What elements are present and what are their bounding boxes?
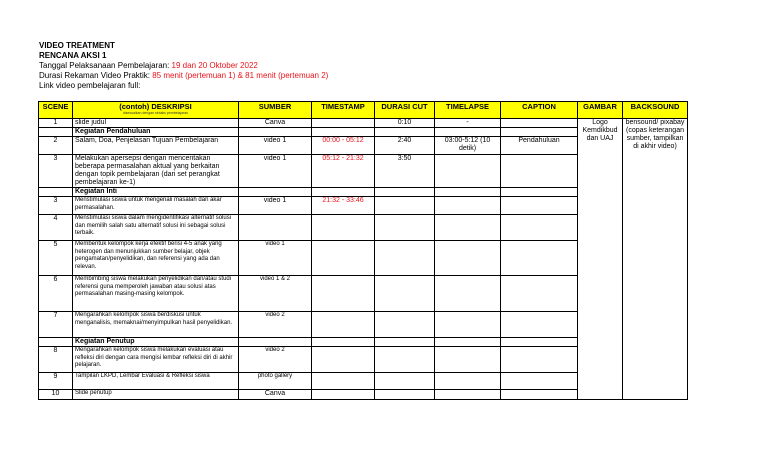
durasi-cell	[375, 197, 435, 215]
timelapse-cell: -	[435, 119, 501, 128]
timelapse-cell	[435, 215, 501, 241]
video-treatment-table	[38, 101, 688, 400]
durasi-cell	[375, 215, 435, 241]
scene-cell: 1	[39, 119, 73, 128]
durasi-cell	[375, 188, 435, 197]
timestamp-cell	[312, 119, 375, 128]
scene-cell: 3	[39, 197, 73, 215]
sumber-cell: video 1	[239, 137, 312, 155]
durasi-cell	[375, 390, 435, 400]
sumber-cell: video 1	[239, 241, 312, 276]
caption-cell	[501, 312, 578, 338]
timestamp-cell: 00:00 - 05:12	[312, 137, 375, 155]
scene-cell	[39, 128, 73, 137]
caption-cell	[501, 128, 578, 137]
scene-cell: 7	[39, 312, 73, 338]
scene-cell	[39, 338, 73, 347]
section-label: Kegiatan Penutup	[73, 338, 239, 347]
scene-cell: 4	[39, 215, 73, 241]
timelapse-cell	[435, 241, 501, 276]
scene-cell: 2	[39, 137, 73, 155]
table-row	[39, 119, 688, 128]
sumber-cell	[239, 128, 312, 137]
scene-cell: 3	[39, 155, 73, 188]
caption-cell	[501, 197, 578, 215]
timestamp-cell	[312, 188, 375, 197]
description-cell: Membimbing siswa melakukan penyelidikan dan/atau studi referensi guna memperoleh jawaban atau solusi atas permasalahan masing-masing kelompok.	[73, 276, 239, 312]
durasi-cell: 3:50	[375, 155, 435, 188]
col-backsound: BACKSOUND	[623, 102, 688, 119]
header-row	[39, 102, 688, 119]
durasi-cell	[375, 338, 435, 347]
timestamp-cell	[312, 128, 375, 137]
col-scene: SCENE	[39, 102, 73, 119]
sumber-cell	[239, 338, 312, 347]
description-cell: Mengarahkan kelompok siswa melakukan evaluasi atau refleksi diri dengan cara mengisi lembar refleksi diri di akhir pelajaran.	[73, 347, 239, 373]
timestamp-cell	[312, 241, 375, 276]
section-label: Kegiatan Inti	[73, 188, 239, 197]
caption-cell	[501, 347, 578, 373]
gambar-merged-cell: Logo Kemdikbud dan UAJ	[578, 119, 623, 400]
caption-cell: Pendahuluan	[501, 137, 578, 155]
timestamp-cell	[312, 373, 375, 390]
durasi-cell	[375, 128, 435, 137]
timestamp-cell	[312, 390, 375, 400]
durasi-cell	[375, 312, 435, 338]
durasi-cell: 2:40	[375, 137, 435, 155]
durasi-cell	[375, 276, 435, 312]
caption-cell	[501, 338, 578, 347]
deskripsi-note: disesuaikan dengan sintaks pembelajaran	[122, 111, 189, 115]
description-cell: Membentuk kelompok kerja efektif berisi 4-5 anak yang heterogen dan menunjukkan sumber belajar, objek pengamatan/penyelidikan, dan referensi yang ada dan relevan.	[73, 241, 239, 276]
sumber-cell: photo gallery	[239, 373, 312, 390]
timestamp-cell	[312, 276, 375, 312]
scene-cell: 9	[39, 373, 73, 390]
timestamp-cell: 05:12 - 21:32	[312, 155, 375, 188]
durasi-line: Durasi Rekaman Video Praktik: 85 menit (pertemuan 1) & 81 menit (pertemuan 2)	[39, 71, 329, 80]
durasi-cell	[375, 241, 435, 276]
timestamp-cell	[312, 312, 375, 338]
description-cell: Menstimulasi siswa dalam mengidentifikasi alternatif solusi dan memilih salah satu alternatif solusi ini sebagai solusi terbaik.	[73, 215, 239, 241]
sumber-cell: Canva	[239, 390, 312, 400]
caption-cell	[501, 119, 578, 128]
link-line: Link video pembelajaran full:	[39, 81, 141, 90]
col-gambar: GAMBAR	[578, 102, 623, 119]
sumber-cell: video 1	[239, 155, 312, 188]
sumber-cell: video 2	[239, 347, 312, 373]
caption-cell	[501, 188, 578, 197]
timestamp-cell	[312, 215, 375, 241]
durasi-cell	[375, 347, 435, 373]
col-timestamp: TIMESTAMP	[312, 102, 375, 119]
durasi-cell: 0:10	[375, 119, 435, 128]
col-durasi-cut: DURASI CUT	[375, 102, 435, 119]
description-cell: Mengarahkan kelompok siswa berdiskusi untuk menganalisis, memaknai/menyimpulkan hasil penyelidikan.	[73, 312, 239, 338]
caption-cell	[501, 215, 578, 241]
timelapse-cell	[435, 188, 501, 197]
timelapse-cell	[435, 390, 501, 400]
caption-cell	[501, 390, 578, 400]
description-cell: Menstimulasi siswa untuk mengenali masalah dan akar permasalahan.	[73, 197, 239, 215]
scene-cell: 6	[39, 276, 73, 312]
caption-cell	[501, 276, 578, 312]
col-caption: CAPTION	[501, 102, 578, 119]
col-deskripsi: (contoh) DESKRIPSI disesuaikan dengan sintaks pembelajaran	[73, 102, 239, 119]
timelapse-cell	[435, 373, 501, 390]
doc-subtitle: RENCANA AKSI 1	[39, 51, 107, 60]
backsound-merged-cell: bensound/ pixabay (copas keterangan sumber, tampilkan di akhir video)	[623, 119, 688, 400]
sumber-cell: video 1	[239, 197, 312, 215]
description-cell: Slide penutup	[73, 390, 239, 400]
description-cell: Melakukan apersepsi dengan menceritakan beberapa permasalahan aktual yang berkaitan dengan topik pembelajaran (dari set perangkat pembelajaran ke-1)	[73, 155, 239, 188]
sumber-cell: video 2	[239, 312, 312, 338]
sumber-cell	[239, 215, 312, 241]
col-timelapse: TIMELAPSE	[435, 102, 501, 119]
caption-cell	[501, 373, 578, 390]
sumber-cell	[239, 188, 312, 197]
timelapse-cell	[435, 347, 501, 373]
scene-cell	[39, 188, 73, 197]
scene-cell: 10	[39, 390, 73, 400]
description-cell: slide judul	[73, 119, 239, 128]
scene-cell: 5	[39, 241, 73, 276]
sumber-cell: Canva	[239, 119, 312, 128]
caption-cell	[501, 241, 578, 276]
section-label: Kegiatan Pendahuluan	[73, 128, 239, 137]
doc-title: VIDEO TREATMENT	[39, 41, 115, 50]
sumber-cell: video 1 & 2	[239, 276, 312, 312]
col-sumber: SUMBER	[239, 102, 312, 119]
timelapse-cell	[435, 155, 501, 188]
timelapse-cell	[435, 276, 501, 312]
timestamp-cell	[312, 338, 375, 347]
timelapse-cell	[435, 197, 501, 215]
timestamp-cell	[312, 347, 375, 373]
description-cell: Salam, Doa, Penjelasan Tujuan Pembelajaran	[73, 137, 239, 155]
timelapse-cell	[435, 312, 501, 338]
timelapse-cell	[435, 128, 501, 137]
timestamp-cell: 21:32 - 33:46	[312, 197, 375, 215]
caption-cell	[501, 155, 578, 188]
scene-cell: 8	[39, 347, 73, 373]
timelapse-cell	[435, 338, 501, 347]
tanggal-line: Tanggal Pelaksanaan Pembelajaran: 19 dan 20 Oktober 2022	[39, 61, 258, 70]
description-cell: Tampilan LKPD, Lembar Evaluasi & Refleksi siswa	[73, 373, 239, 390]
timelapse-cell: 03:00-5:12 (10 detik)	[435, 137, 501, 155]
durasi-cell	[375, 373, 435, 390]
